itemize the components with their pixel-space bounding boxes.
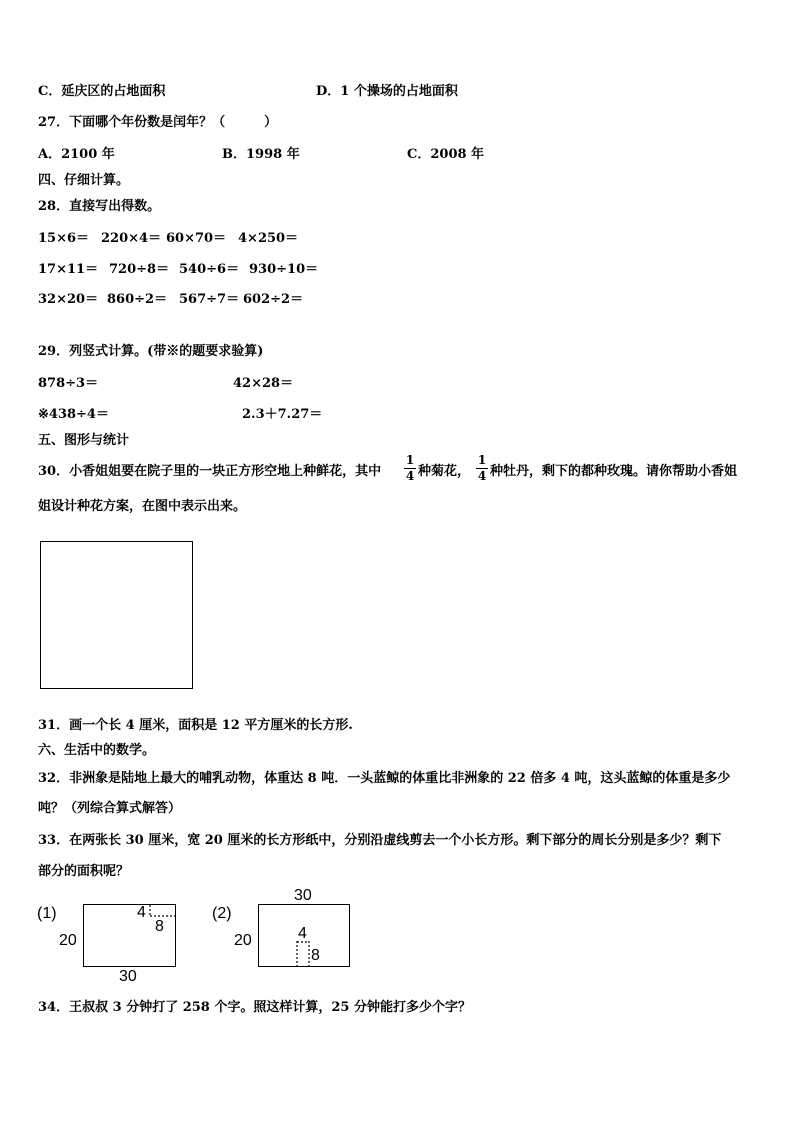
q31-text: 31．画一个长 4 厘米，面积是 12 平方厘米的长方形. bbox=[38, 718, 353, 733]
q29-stem: 29．列竖式计算。(带※的题要求验算) bbox=[38, 344, 264, 359]
q28-item: 540÷6＝ bbox=[179, 262, 240, 277]
q28-stem: 28．直接写出得数。 bbox=[38, 199, 161, 214]
q32-line2: 吨？（列综合算式解答） bbox=[38, 801, 182, 816]
fraction-denominator: 4 bbox=[477, 469, 487, 483]
q30-fraction-1 bbox=[404, 454, 416, 483]
q33-fig1-width: 30 bbox=[119, 968, 137, 985]
q33-fig1-height: 20 bbox=[59, 932, 77, 949]
fraction-denominator: 4 bbox=[405, 469, 415, 483]
q27-option-b: B．1998 年 bbox=[222, 147, 300, 162]
q29-item: 878÷3＝ bbox=[38, 376, 99, 391]
q28-item: 567÷7＝ bbox=[179, 292, 240, 307]
q28-item: 930÷10＝ bbox=[249, 262, 319, 277]
fraction-numerator: 1 bbox=[405, 453, 415, 467]
q26-option-d: D．1 个操场的占地面积 bbox=[316, 84, 458, 99]
q28-item: 60×70＝ bbox=[166, 231, 227, 246]
q30-square-plot bbox=[40, 541, 193, 689]
q28-item: 602÷2＝ bbox=[243, 292, 304, 307]
q28-item: 720÷8＝ bbox=[109, 262, 170, 277]
q33-fig1-cut-width: 4 bbox=[137, 904, 146, 921]
q30-text-line2: 姐设计种花方案，在图中表示出来。 bbox=[38, 499, 247, 514]
q28-item: 15×6＝ bbox=[38, 231, 90, 246]
q28-item: 4×250＝ bbox=[238, 231, 299, 246]
q26-option-c: C．延庆区的占地面积 bbox=[38, 84, 166, 99]
q33-fig1-cut-height: 8 bbox=[155, 918, 164, 935]
q33-fig2-cut-width: 4 bbox=[298, 925, 307, 942]
q32-line1: 32．非洲象是陆地上最大的哺乳动物，体重达 8 吨．一头蓝鲸的体重比非洲象的 22 倍多 4 吨，这头蓝鲸的体重是多少 bbox=[38, 771, 731, 786]
q28-item: 17×11＝ bbox=[38, 262, 99, 277]
q29-item: 2.3＋7.27＝ bbox=[242, 407, 323, 422]
q34-text: 34．王叔叔 3 分钟打了 258 个字。照这样计算，25 分钟能打多少个字？ bbox=[38, 1000, 471, 1015]
q33-fig1-label: (1) bbox=[37, 905, 57, 922]
q27-option-a: A．2100 年 bbox=[38, 147, 115, 162]
q33-line1: 33．在两张长 30 厘米，宽 20 厘米的长方形纸中，分别沿虚线剪去一个小长方形。剩下部分的周长分别是多少？剩下 bbox=[38, 833, 722, 848]
q33-fig2-cut-height: 8 bbox=[311, 947, 320, 964]
q29-item: 42×28＝ bbox=[233, 376, 294, 391]
q33-fig2-height: 20 bbox=[234, 932, 252, 949]
q30-text-part1: 30．小香姐姐要在院子里的一块正方形空地上种鲜花，其中 bbox=[38, 464, 382, 479]
q27-option-c: C．2008 年 bbox=[407, 147, 485, 162]
q30-text-part2: 种菊花， bbox=[418, 464, 471, 479]
q30-text-part3: 种牡丹，剩下的都种玫瑰。请你帮助小香姐 bbox=[490, 464, 738, 479]
q33-fig2-width: 30 bbox=[294, 887, 312, 904]
q28-item: 32×20＝ bbox=[38, 292, 99, 307]
q33-fig2-label: (2) bbox=[212, 905, 232, 922]
q27-stem: 27．下面哪个年份数是闰年？（ ） bbox=[38, 115, 278, 130]
section-6-heading: 六、生活中的数学。 bbox=[38, 743, 156, 758]
q29-item: ※438÷4＝ bbox=[38, 407, 109, 422]
section-5-heading: 五、图形与统计 bbox=[38, 433, 130, 448]
q33-fig2-cut-lines bbox=[296, 941, 310, 967]
q30-fraction-2 bbox=[476, 454, 488, 483]
q33-line2: 部分的面积呢？ bbox=[38, 864, 130, 879]
fraction-numerator: 1 bbox=[477, 453, 487, 467]
q28-item: 220×4＝ bbox=[101, 231, 162, 246]
section-4-heading: 四、仔细计算。 bbox=[38, 173, 130, 188]
q28-item: 860÷2＝ bbox=[107, 292, 168, 307]
